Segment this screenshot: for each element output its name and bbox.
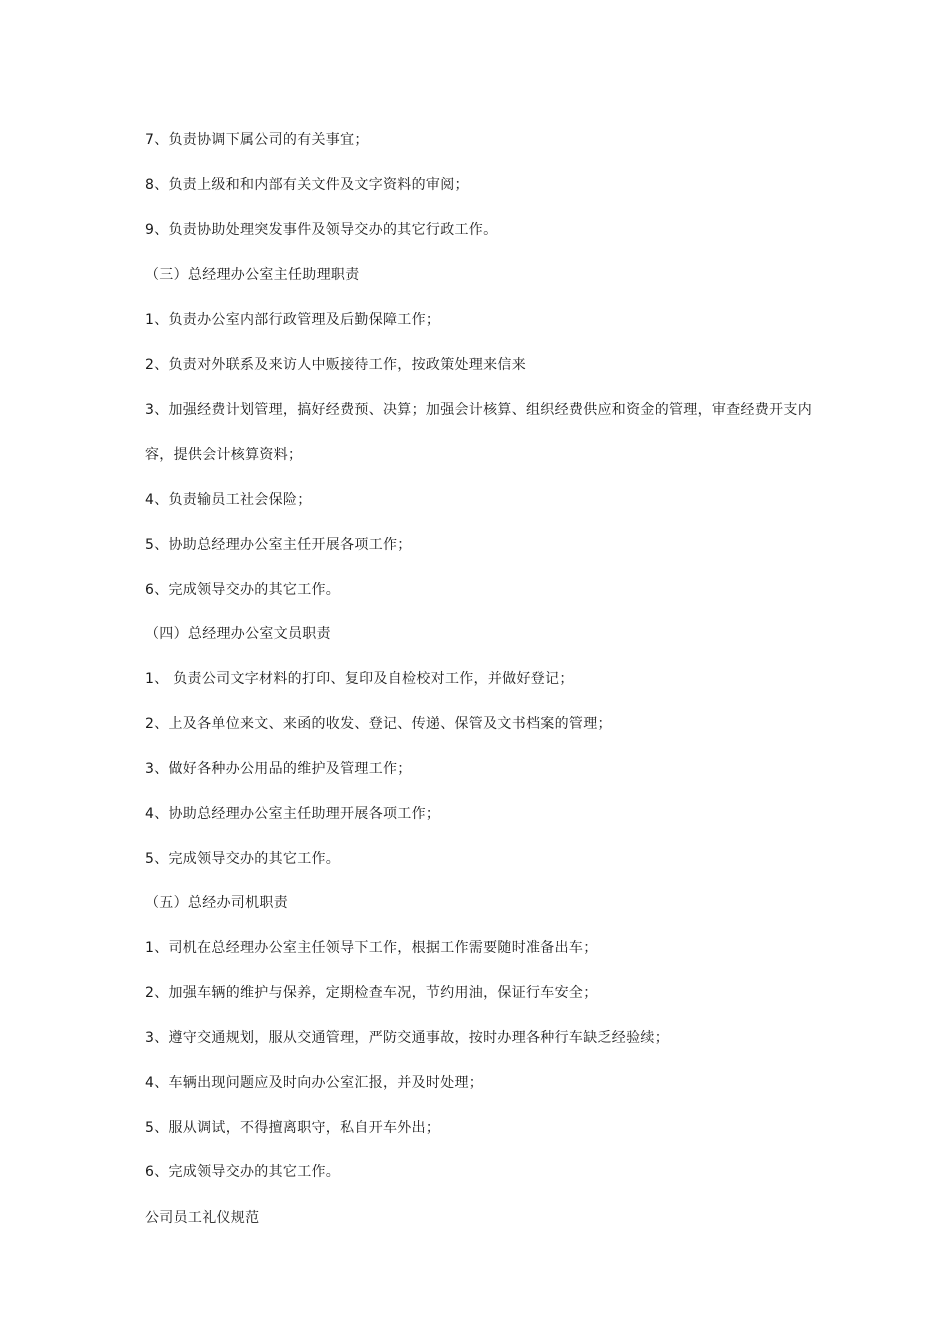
driver-duty-4: 4、车辆出现问题应及时向办公室汇报，并及时处理； bbox=[145, 1075, 484, 1091]
duty-item-7: 7、负责协调下属公司的有关事宜； bbox=[145, 132, 369, 148]
assistant-duty-1: 1、负责办公室内部行政管理及后勤保障工作； bbox=[145, 312, 441, 328]
assistant-duty-3: 3、加强经费计划管理，搞好经费预、决算；加强会计核算、组织经费供应和资金的管理，审查经费开支内 bbox=[145, 402, 813, 418]
clerk-duty-2: 2、上及各单位来文、来函的收发、登记、传递、保管及文书档案的管理； bbox=[145, 716, 612, 732]
assistant-duty-3-continued: 容，提供会计核算资料； bbox=[145, 447, 303, 463]
driver-duty-3: 3、遵守交通规划，服从交通管理，严防交通事故，按时办理各种行车缺乏经验续； bbox=[145, 1030, 670, 1046]
assistant-duty-2: 2、负责对外联系及来访人中贩接待工作，按政策处理来信来 bbox=[145, 357, 527, 373]
duty-item-9: 9、负责协助处理突发事件及领导交办的其它行政工作。 bbox=[145, 222, 498, 238]
clerk-duty-4: 4、协助总经理办公室主任助理开展各项工作； bbox=[145, 806, 441, 822]
clerk-duty-3: 3、做好各种办公用品的维护及管理工作； bbox=[145, 761, 412, 777]
section-title-etiquette: 公司员工礼仪规范 bbox=[145, 1210, 260, 1226]
driver-duty-1: 1、司机在总经理办公室主任领导下工作，根据工作需要随时准备出车； bbox=[145, 940, 598, 956]
assistant-duty-6: 6、完成领导交办的其它工作。 bbox=[145, 582, 341, 598]
section-heading-5: （五）总经办司机职责 bbox=[145, 895, 288, 911]
section-heading-4: （四）总经理办公室文员职责 bbox=[145, 626, 331, 642]
section-heading-3: （三）总经理办公室主任助理职责 bbox=[145, 267, 360, 283]
driver-duty-2: 2、加强车辆的维护与保养，定期检查车况，节约用油，保证行车安全； bbox=[145, 985, 598, 1001]
driver-duty-6: 6、完成领导交办的其它工作。 bbox=[145, 1164, 341, 1180]
clerk-duty-5: 5、完成领导交办的其它工作。 bbox=[145, 851, 341, 867]
driver-duty-5: 5、服从调试，不得擅离职守，私自开车外出； bbox=[145, 1120, 441, 1136]
duty-item-8: 8、负责上级和和内部有关文件及文字资料的审阅； bbox=[145, 177, 469, 193]
clerk-duty-1: 1、 负责公司文字材料的打印、复印及自检校对工作，并做好登记； bbox=[145, 671, 574, 687]
assistant-duty-5: 5、协助总经理办公室主任开展各项工作； bbox=[145, 537, 412, 553]
assistant-duty-4: 4、负责输员工社会保险； bbox=[145, 492, 312, 508]
